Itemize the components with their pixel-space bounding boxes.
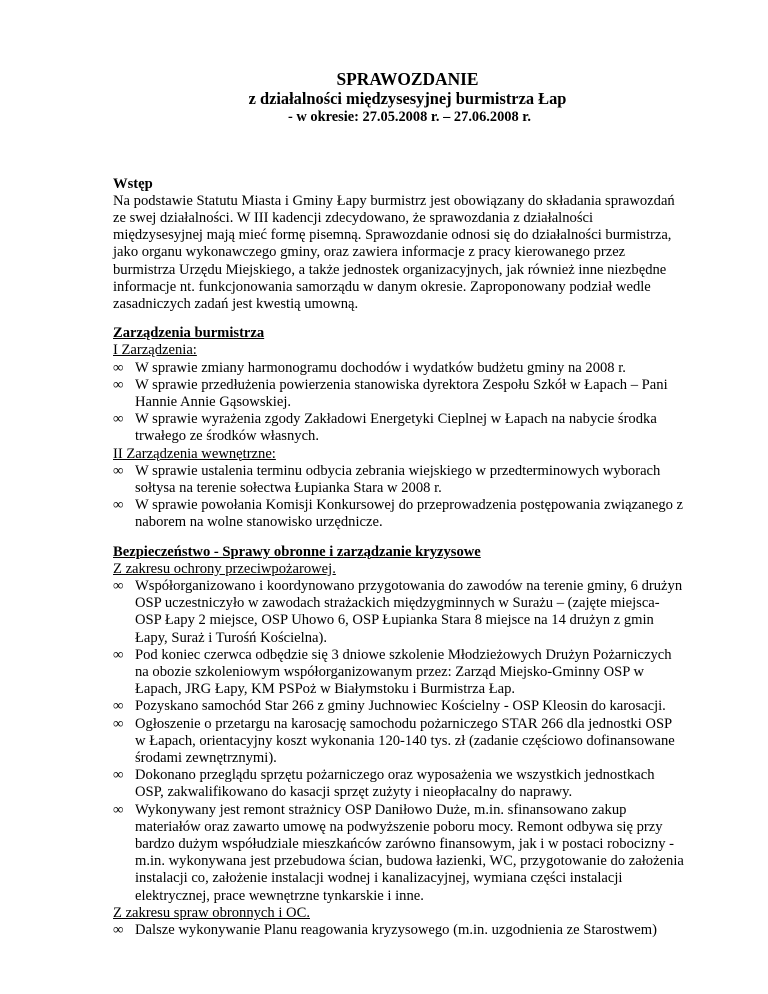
intro-heading: Wstęp xyxy=(113,175,153,192)
safety-heading: Bezpieczeństwo - Sprawy obronne i zarządzanie kryzysowe xyxy=(113,543,481,560)
orders-group1-label: I Zarządzenia: xyxy=(113,342,197,359)
list-item: ∞ W sprawie zmiany harmonogramu dochodów i wydatków budżetu gminy na 2008 r. xyxy=(113,359,626,376)
bullet-icon: ∞ xyxy=(113,767,124,784)
document-title: SPRAWOZDANIE xyxy=(336,69,479,89)
list-item: ∞ Współorganizowano i koordynowano przygotowania do zawodów na terenie gminy, 6 drużyn OSP uczestniczyło w zawodach strażackich międzygminnych w Surażu – (zajęte miejsca- OSP Łapy 2 miejsce, OSP Uhowo 6, OSP Łupianka Stara 8 miejsce na 14 drużyn z gmin Łapy, Suraż i Turośń Kościelna). xyxy=(113,577,683,646)
document-subtitle: z działalności międzysesyjnej burmistrza Łap xyxy=(248,89,567,108)
bullet-icon: ∞ xyxy=(113,577,124,594)
bullet-icon: ∞ xyxy=(113,376,124,393)
bullet-icon: ∞ xyxy=(113,922,124,939)
list-item: ∞ Pozyskano samochód Star 266 z gminy Juchnowiec Kościelny - OSP Kleosin do karosacji. xyxy=(113,698,666,715)
orders-group1-list xyxy=(113,360,684,446)
list-item: ∞ Wykonywany jest remont strażnicy OSP Daniłowo Duże, m.in. sfinansowano zakup materiałów oraz zawarto umowę na podwyższenie poboru mocy. Remont odbywa się przy bardzo dużym współudziale mieszkańców zarówno finansowym, jak i w postaci robocizny - m.in. wykonywana jest przebudowa ścian, budowa łazienki, WC, przygotowanie do założenia instalacji co, założenie instalacji wodnej i kanalizacyjnej, wymiana części instalacji elektrycznej, prace wewnętrzne tynkarskie i inne. xyxy=(113,801,684,904)
bullet-icon: ∞ xyxy=(113,801,124,818)
orders-group2-list xyxy=(113,463,684,532)
list-item: ∞ Pod koniec czerwca odbędzie się 3 dniowe szkolenie Młodzieżowych Drużyn Pożarniczych na obozie szkoleniowym współorganizowanym przez: Zarząd Miejsko-Gminny OSP w Łapach, JRG Łapy, KM PSPoż w Białymstoku i Burmistrza Łap. xyxy=(113,646,672,698)
list-item: ∞ Ogłoszenie o przetargu na karosację samochodu pożarniczego STAR 266 dla jednostki OSP w Łapach, orientacyjny koszt wykonania 120-140 tys. zł (zadanie częściowo dofinansowane środami zewnętrznymi). xyxy=(113,715,675,766)
orders-group2-label: II Zarządzenia wewnętrzne: xyxy=(113,445,276,462)
intro-paragraph: Na podstawie Statutu Miasta i Gminy Łapy burmistrz jest obowiązany do składania sprawozdań ze swej działalności. W III kadencji zdecydowano, że sprawozdania z działalności międzysesyjnej mają mieć formę pisemną. Sprawozdanie odnosi się do działalności burmistrza, jako organu wykonawczego gminy, oraz zawiera informacje z pracy kierowanego przez burmistrza Urzędu Miejskiego, a także jednostek organizacyjnych, jak również inne niezbędne informacje nt. funkcjonowania samorządu w danym okresie. Zaproponowany podział wedle zasadniczych zadań jest kwestią umowną. xyxy=(113,192,675,312)
defence-label: Z zakresu spraw obronnych i OC. xyxy=(113,904,310,921)
list-item: ∞ W sprawie powołania Komisji Konkursowej do przeprowadzenia postępowania związanego z naborem na wolne stanowisko urzędnicze. xyxy=(113,497,684,531)
bullet-icon: ∞ xyxy=(113,462,124,479)
bullet-icon: ∞ xyxy=(113,411,124,428)
fire-list xyxy=(113,578,684,905)
bullet-icon: ∞ xyxy=(113,497,124,514)
document-period: - w okresie: 27.05.2008 r. – 27.06.2008 r. xyxy=(288,108,531,125)
list-item: ∞ Dalsze wykonywanie Planu reagowania kryzysowego (m.in. uzgodnienia ze Starostwem) xyxy=(113,922,657,939)
list-item: ∞ W sprawie ustalenia terminu odbycia zebrania wiejskiego w przedterminowych wyborach sołtysa na terenie sołectwa Łupianka Stara w 2008 r. xyxy=(113,462,661,496)
bullet-icon: ∞ xyxy=(113,646,124,663)
list-item: ∞ W sprawie wyrażenia zgody Zakładowi Energetyki Cieplnej w Łapach na nabycie środka trwałego ze środków własnych. xyxy=(113,411,657,445)
list-item: ∞ Dokonano przeglądu sprzętu pożarniczego oraz wyposażenia we wszystkich jednostkach OSP, zakwalifikowano do kasacji sprzęt zużyty i nieopłacalny do naprawy. xyxy=(113,767,655,801)
bullet-icon: ∞ xyxy=(113,359,124,376)
orders-heading: Zarządzenia burmistrza xyxy=(113,325,265,342)
list-item: ∞ W sprawie przedłużenia powierzenia stanowiska dyrektora Zespołu Szkół w Łapach – Pani Hannie Annie Gąsowskiej. xyxy=(113,376,668,410)
defence-list xyxy=(113,922,684,939)
bullet-icon: ∞ xyxy=(113,698,124,715)
fire-label: Z zakresu ochrony przeciwpożarowej. xyxy=(113,560,336,577)
bullet-icon: ∞ xyxy=(113,715,124,732)
